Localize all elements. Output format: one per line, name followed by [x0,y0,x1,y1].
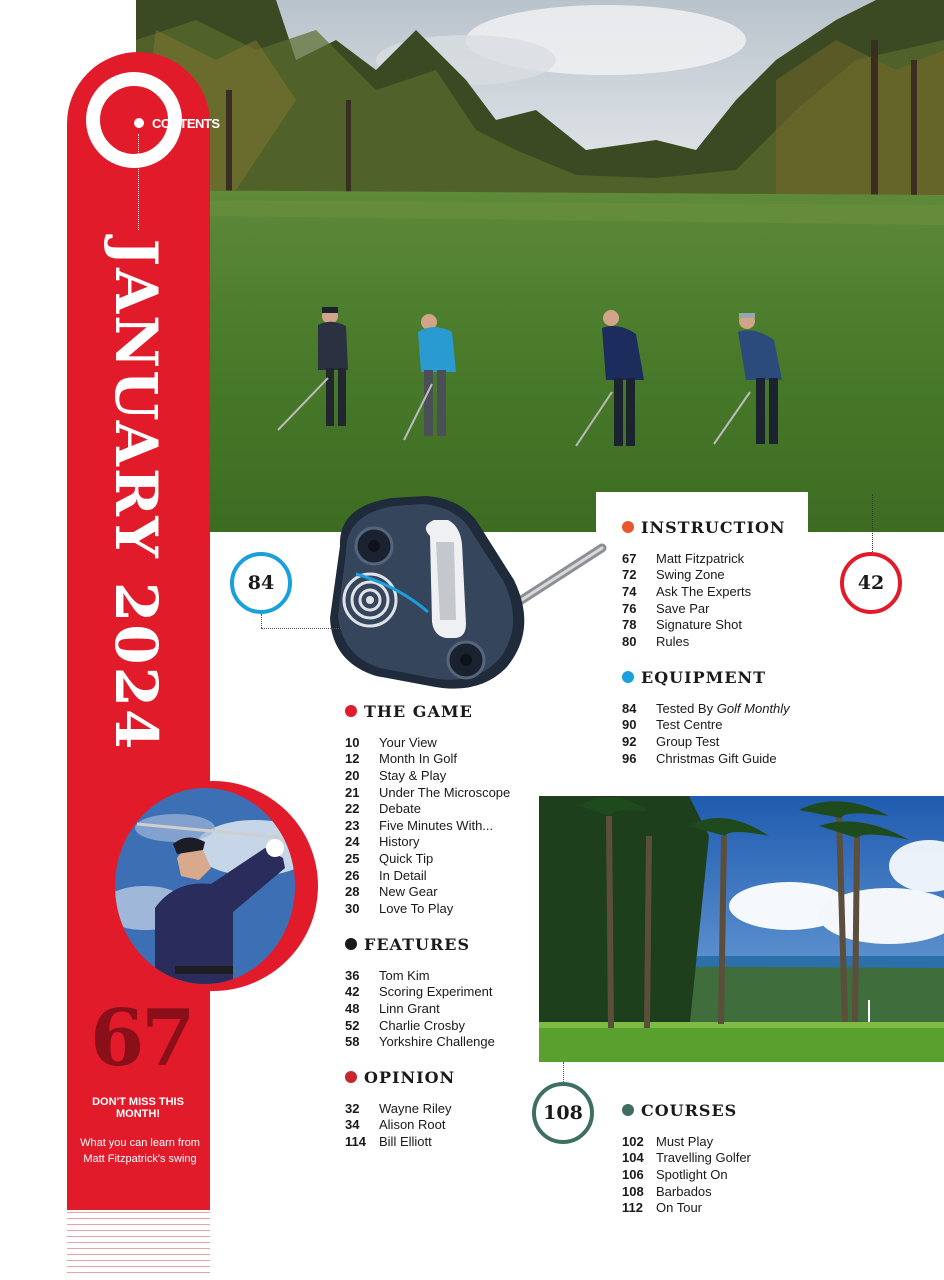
putter-photo[interactable] [318,490,608,700]
entry-page-number: 90 [622,717,637,733]
logo-dotted-line [138,134,139,230]
entry-page-number: 21 [345,784,360,800]
entry-title-text: Debate [379,801,421,817]
entry-page-number: 74 [622,583,637,599]
entry-page-number: 52 [345,1017,360,1033]
contents-entry[interactable] [622,583,786,600]
entry-page-number: 96 [622,750,637,766]
barbados-photo[interactable] [539,796,944,1062]
entry-title-text: Tested By [656,700,717,716]
contents-entry[interactable] [345,784,510,801]
entry-title-text: Signature Shot [656,617,743,633]
contents-entry[interactable] [345,850,510,867]
contents-logo-dot [134,118,144,128]
marker-42-connector [872,494,873,552]
entry-title [379,1117,445,1132]
entry-page-number: 36 [345,967,360,983]
issue-month: JANUARY 2024 [102,238,170,752]
contents-entry[interactable] [622,633,786,650]
contents-entry[interactable] [622,567,786,584]
entry-title-text: Must Play [656,1133,714,1149]
entry-title-text: New Gear [379,884,438,900]
section-title: COURSES [641,1100,738,1120]
entry-page-number: 67 [622,550,637,566]
entry-page-number: 92 [622,733,637,749]
contents-entry[interactable] [622,1150,751,1167]
entry-page-number: 84 [622,700,637,716]
entry-title [656,701,790,716]
contents-entry[interactable] [622,733,790,750]
marker-84-connector [261,614,262,628]
entry-title [379,735,437,750]
entry-title-text: Wayne Riley [379,1100,452,1116]
entry-title-text: Ask The Experts [656,583,752,599]
entry-page-number: 58 [345,1034,360,1050]
entry-title-text: Matt Fitzpatrick [656,550,745,566]
contents-entry[interactable] [345,800,510,817]
entry-page-number: 10 [345,734,360,750]
feature-teaser: What you can learn from Matt Fitzpatrick's swing [80,1137,200,1165]
entry-title-text: Love To Play [379,900,454,916]
entry-title-text: Under The Microscope [379,784,511,800]
bullet-icon [345,938,357,950]
entry-page-number: 23 [345,817,360,833]
entry-title [379,901,453,916]
entry-page-number: 72 [622,567,637,583]
entry-page-number: 114 [345,1133,366,1149]
entry-page-number: 102 [622,1133,644,1149]
entry-page-number: 24 [345,834,360,850]
contents-entry[interactable] [622,750,790,767]
bullet-icon [622,1104,634,1116]
entry-title [379,768,446,783]
entry-page-number: 42 [345,984,360,1000]
section-heading [345,935,495,953]
contents-entry[interactable] [622,550,786,567]
entry-title-text: In Detail [379,867,427,883]
entry-title [379,818,493,833]
entry-title [656,617,742,632]
contents-entry[interactable] [345,834,510,851]
entry-title [656,1184,712,1199]
page-marker-42[interactable]: 42 [840,552,902,614]
entry-title-text: Your View [379,734,437,750]
entry-title-text: Save Par [656,600,710,616]
entry-title [656,584,751,599]
entry-title-text: Stay & Play [379,767,447,783]
entry-page-number: 108 [622,1183,644,1199]
entry-title-text: Month In Golf [379,751,458,767]
entry-title-text: Tom Kim [379,967,430,983]
entry-page-number: 12 [345,751,360,767]
entry-page-number: 106 [622,1166,644,1182]
marker-84-connector-h [261,628,341,629]
contents-entry[interactable] [345,1017,495,1034]
contents-entry[interactable] [345,883,510,900]
entry-title-text: Scoring Experiment [379,984,493,1000]
contents-entry[interactable] [345,1100,455,1117]
entry-title-text: Rules [656,633,690,649]
contents-entry[interactable] [345,817,510,834]
entry-title [656,1134,713,1149]
section-heading [622,1101,751,1119]
entry-title [379,851,433,866]
entry-title [379,868,427,883]
contents-entry[interactable] [345,867,510,884]
contents-entry[interactable] [622,600,786,617]
section-heading [345,702,510,720]
entry-title [379,1018,465,1033]
entry-title [379,1134,432,1149]
entry-page-number: 20 [345,767,360,783]
feature-page-number: 67 [90,993,193,1084]
section-heading [622,518,786,536]
entry-title [656,717,722,732]
entry-title [656,551,744,566]
fitzpatrick-photo[interactable] [115,788,295,984]
entry-page-number: 25 [345,850,360,866]
entry-title-text: Swing Zone [656,567,725,583]
entry-title [656,734,719,749]
contents-entry[interactable] [622,700,790,717]
section-title: THE GAME [364,701,473,721]
dont-miss-headline: DON'T MISS THIS MONTH! [92,1096,184,1120]
entry-title-text: Spotlight On [656,1166,728,1182]
contents-entry[interactable] [622,616,786,633]
section-opinion [345,1068,455,1150]
entry-page-number: 30 [345,900,360,916]
entry-title-text: Group Test [656,733,720,749]
marker-108-connector [563,1062,564,1082]
page-marker-108[interactable]: 108 [532,1082,594,1144]
entry-title-text: Charlie Crosby [379,1017,465,1033]
section-instruction [622,518,786,650]
entry-page-number: 48 [345,1000,360,1016]
entry-title-text: Barbados [656,1183,712,1199]
contents-entry[interactable] [622,1183,751,1200]
contents-entry[interactable] [345,1033,495,1050]
entry-title-text: Bill Elliott [379,1133,432,1149]
entry-page-number: 22 [345,801,360,817]
entry-title [656,634,689,649]
contents-entry[interactable] [345,734,510,751]
entry-title [379,785,510,800]
section-title: EQUIPMENT [641,667,767,687]
entry-page-number: 32 [345,1100,360,1116]
contents-entry[interactable] [345,967,495,984]
entry-page-number: 28 [345,884,360,900]
contents-entry[interactable] [622,717,790,734]
entry-title-text: Test Centre [656,717,723,733]
entry-title [379,968,430,983]
entry-title [656,1200,702,1215]
entry-title-text: Yorkshire Challenge [379,1034,495,1050]
contents-entry[interactable] [345,1117,455,1134]
bullet-icon [345,1071,357,1083]
section-the-game [345,702,510,917]
entry-title [656,601,709,616]
contents-entry[interactable] [345,1133,455,1150]
bullet-icon [345,705,357,717]
section-features [345,935,495,1050]
stripe-pattern [67,1212,210,1274]
contents-logo: CONTENTS [152,116,220,131]
entry-title-text: History [379,834,420,850]
page-marker-84[interactable]: 84 [230,552,292,614]
contents-entry[interactable] [345,984,495,1001]
entry-page-number: 104 [622,1150,644,1166]
section-title: INSTRUCTION [641,517,786,537]
contents-entry[interactable] [622,1166,751,1183]
section-equipment [622,668,790,766]
entry-title [379,1001,440,1016]
entry-title [379,1101,451,1116]
entry-title-text: Travelling Golfer [656,1150,751,1166]
entry-title [379,1034,495,1049]
section-heading [622,668,790,686]
contents-entry[interactable] [622,1199,751,1216]
entry-page-number: 26 [345,867,360,883]
contents-entry[interactable] [345,751,510,768]
entry-page-number: 76 [622,600,637,616]
entry-title [656,567,725,582]
bullet-icon [622,671,634,683]
entry-page-number: 80 [622,633,637,649]
entry-page-number: 78 [622,617,637,633]
bullet-icon [622,521,634,533]
entry-title [656,1150,751,1165]
entry-title [379,984,492,999]
entry-page-number: 34 [345,1117,360,1133]
section-heading [345,1068,455,1086]
section-courses [622,1101,751,1216]
entry-title [656,751,777,766]
entry-title [379,834,419,849]
entry-page-number: 112 [622,1200,643,1216]
entry-title-text: Five Minutes With... [379,817,494,833]
entry-title-text: Alison Root [379,1117,446,1133]
contents-entry[interactable] [622,1133,751,1150]
section-title: OPINION [364,1067,456,1087]
entry-title [379,884,438,899]
entry-title [379,751,457,766]
entry-title [656,1167,728,1182]
entry-title-text: Linn Grant [379,1000,440,1016]
contents-entry[interactable] [345,900,510,917]
section-title: FEATURES [364,934,470,954]
entry-title [379,801,421,816]
entry-title-text: On Tour [656,1200,703,1216]
entry-title-text: Christmas Gift Guide [656,750,777,766]
contents-entry[interactable] [345,1000,495,1017]
contents-entry[interactable] [345,767,510,784]
entry-title-text: Quick Tip [379,850,434,866]
hero-golfers-photo[interactable] [136,0,944,532]
entry-title-italic: Golf Monthly [716,700,790,716]
